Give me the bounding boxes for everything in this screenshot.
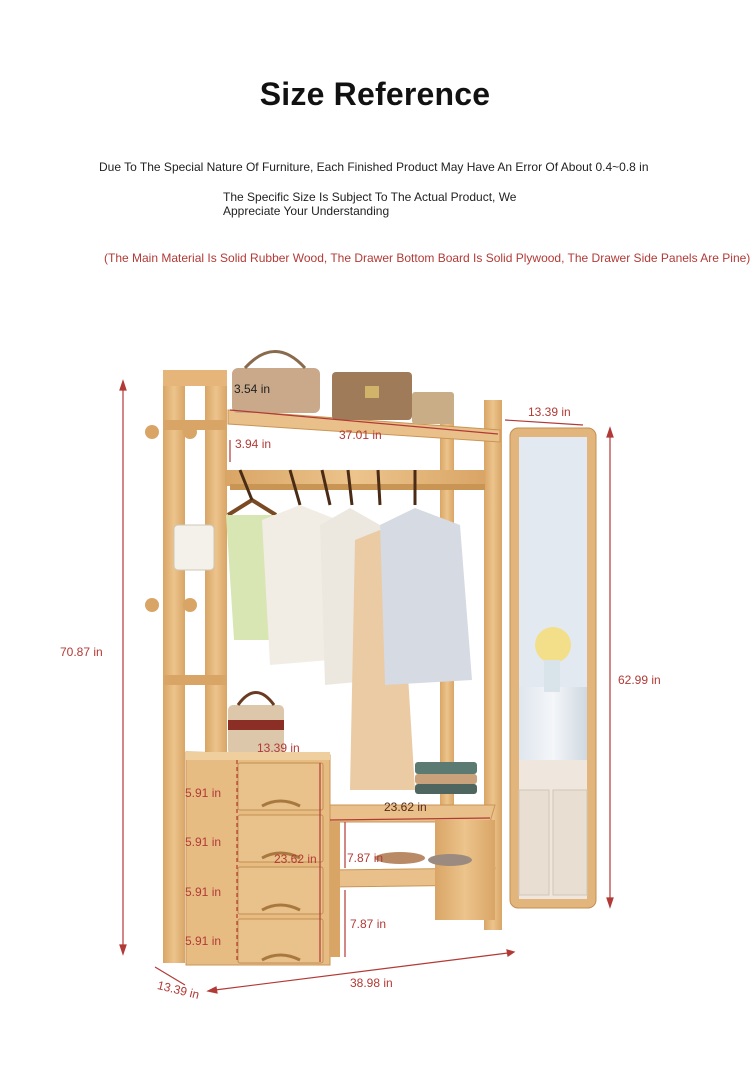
dimension-drawer-2: 5.91 in xyxy=(185,835,222,849)
dimension-cabinet-height: 23.62 in xyxy=(274,852,317,866)
dimension-total-height: 70.87 in xyxy=(60,645,103,659)
dimension-rail-gap: 3.94 in xyxy=(235,437,272,451)
dimension-shoe-shelf-gap: 7.87 in xyxy=(347,851,384,865)
material-note: (The Main Material Is Solid Rubber Wood, The Drawer Bottom Board Is Solid Plywood, The Drawer Side Panels Are Pine) xyxy=(104,251,750,265)
hanging-rail xyxy=(225,470,485,490)
dimension-top-width: 37.01 in xyxy=(339,428,382,442)
dimension-cabinet-depth: 13.39 in xyxy=(257,741,300,755)
floor-mirror xyxy=(510,428,596,908)
dimension-total-width: 38.98 in xyxy=(350,976,393,990)
dimension-shelf-width: 23.62 in xyxy=(384,800,427,814)
dimension-base-depth: 13.39 in xyxy=(155,978,201,1002)
dimension-drawer-3: 5.91 in xyxy=(185,885,222,899)
dimension-bottom-gap: 7.87 in xyxy=(350,917,387,931)
dimension-top-shelf-gap: 3.54 in xyxy=(234,382,271,396)
dimension-drawer-4: 5.91 in xyxy=(185,934,222,948)
dimension-mirror-width: 13.39 in xyxy=(528,405,571,419)
size-note-line-2: Appreciate Your Understanding xyxy=(223,204,390,218)
dimension-mirror-height: 62.99 in xyxy=(618,673,661,687)
page-title: Size Reference xyxy=(259,76,491,112)
size-note-line-1: The Specific Size Is Subject To The Actual Product, We xyxy=(223,190,517,204)
dimension-drawer-1: 5.91 in xyxy=(185,786,222,800)
size-note xyxy=(223,190,516,218)
error-note: Due To The Special Nature Of Furniture, Each Finished Product May Have An Error Of About 0.4~0.8 in xyxy=(99,160,649,174)
